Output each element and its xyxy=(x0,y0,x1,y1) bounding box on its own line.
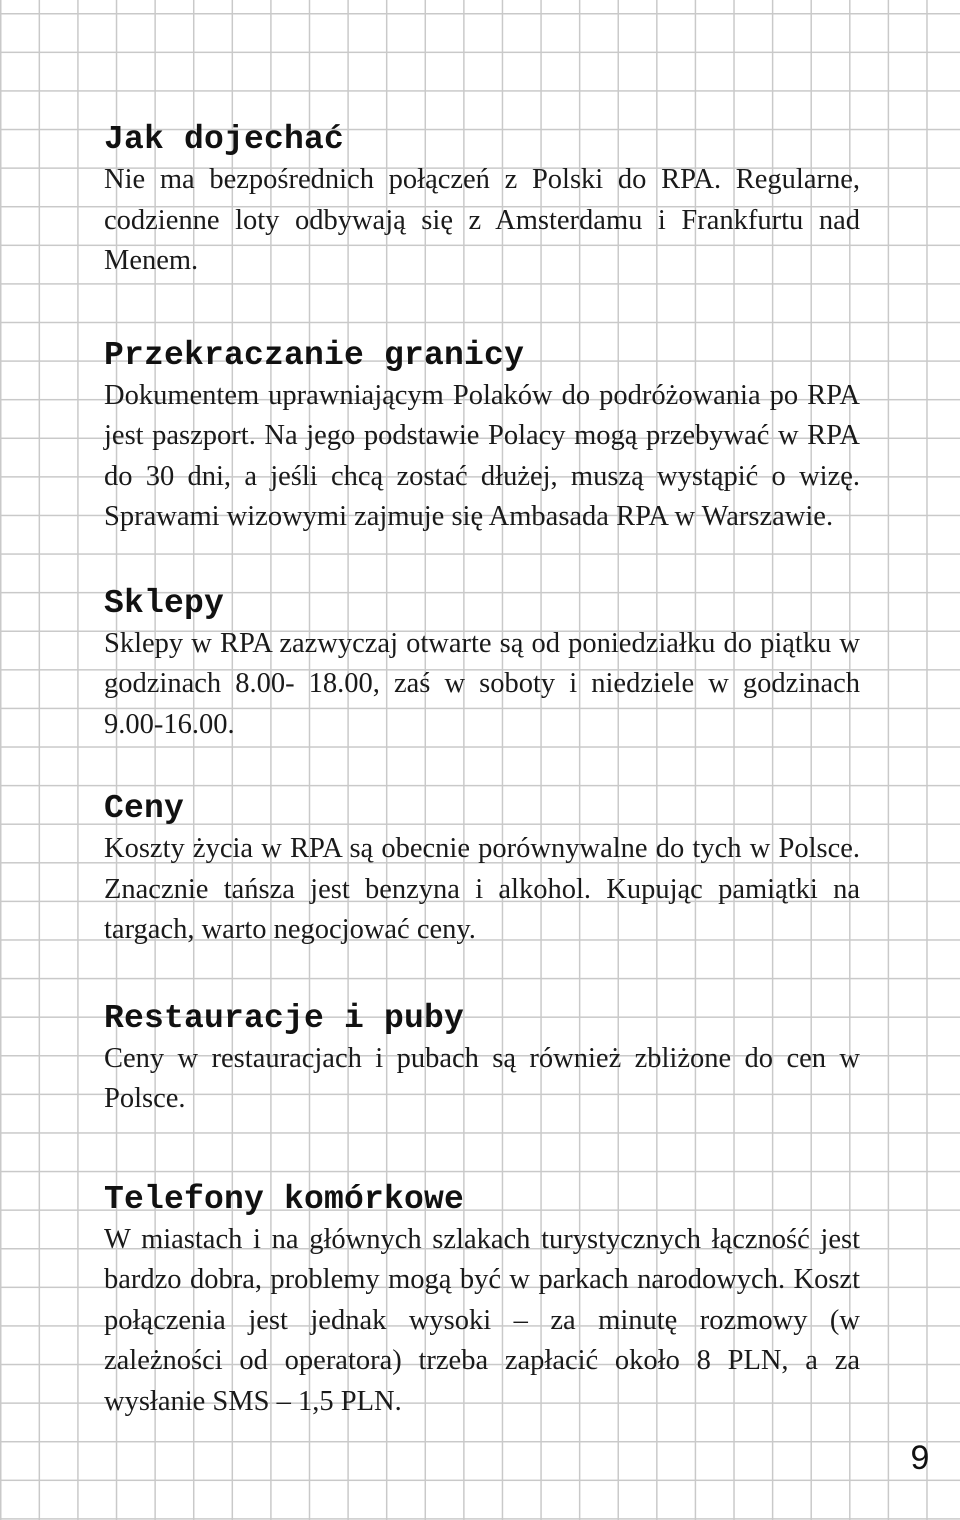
section-jak-dojechac xyxy=(104,120,860,282)
section-restauracje-i-puby xyxy=(104,999,860,1120)
section-ceny xyxy=(104,789,860,951)
section-przekraczanie-granicy xyxy=(104,336,860,538)
section-text: W miastach i na głównych szlakach turystycznych łączność jest bardzo dobra, problemy mogą być w parkach narodowych. Koszt połączenia jest jednak wysoki – za minutę rozmowy (w zależności od operatora) trzeba zapłacić około 8 PLN, a za wysłanie SMS – 1,5 PLN. xyxy=(104,1223,860,1417)
section-text: Ceny w restauracjach i pubach są również zbliżone do cen w Polsce. xyxy=(104,1042,860,1114)
section-text: Koszty życia w RPA są obecnie porównywalne do tych w Polsce. Znacznie tańsza jest benzyna i alkohol. Kupując pamiątki na targach, warto negocjować ceny. xyxy=(104,833,860,945)
section-telefony-komorkowe xyxy=(104,1180,860,1423)
section-heading: Jak dojechać xyxy=(104,121,345,158)
section-text: Sklepy w RPA zazwyczaj otwarte są od poniedziałku do piątku w godzinach 8.00- 18.00, zaś w soboty i niedziele w godzinach 9.00-16.00. xyxy=(104,627,860,740)
page-content xyxy=(104,108,860,1422)
section-sklepy xyxy=(104,584,860,746)
section-heading: Przekraczanie granicy xyxy=(104,336,525,374)
section-heading: Sklepy xyxy=(104,584,225,622)
section-text: Nie ma bezpośrednich połączeń z Polski do RPA. Regularne, codzienne loty odbywają się z Amsterdamu i Frankfurtu nad Menem. xyxy=(104,164,860,276)
section-text: Dokumentem uprawniającym Polaków do podróżowania po RPA jest paszport. Na jego podstawie Polacy mogą przebywać w RPA do 30 dni, a jeśli chcą zostać dłużej, muszą wystąpić o wizę. Sprawami wizowymi zajmuje się Ambasada RPA w Warszawie. xyxy=(104,379,860,532)
section-heading: Restauracje i puby xyxy=(104,999,465,1037)
section-heading: Telefony komórkowe xyxy=(104,1180,465,1218)
section-heading: Ceny xyxy=(104,790,185,827)
page-number: 9 xyxy=(910,1439,930,1477)
